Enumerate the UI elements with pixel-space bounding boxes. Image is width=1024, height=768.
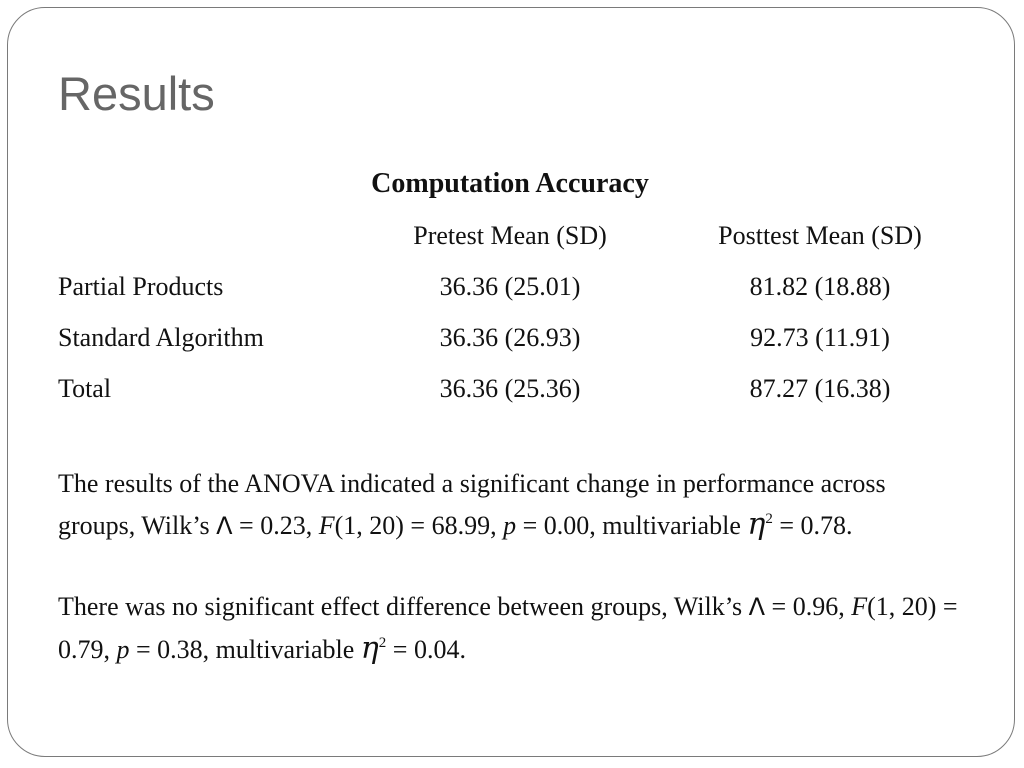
group-effect-intro: There was no significant effect difference between groups, Wilk’s	[58, 592, 749, 621]
lambda-symbol: Λ	[216, 512, 233, 540]
eta-value: = 0.04.	[386, 635, 466, 664]
anova-result-intro: The results of the ANOVA indicated a significant change in performance across groups, Wilk’s	[58, 469, 886, 540]
f-value: (1, 20) = 0.79,	[58, 592, 958, 664]
eta-symbol: η	[747, 507, 766, 542]
column-header-pretest: Pretest Mean (SD)	[413, 221, 607, 250]
eta-exponent: 2	[378, 635, 387, 651]
f-symbol: F	[318, 511, 335, 540]
eta-symbol: η	[360, 631, 379, 666]
p-value: = 0.00, multivariable	[516, 511, 748, 540]
p-symbol: p	[116, 635, 130, 664]
f-value: (1, 20) = 68.99,	[334, 511, 504, 540]
row-label-standard-algorithm: Standard Algorithm	[58, 323, 264, 352]
p-symbol: p	[503, 511, 517, 540]
anova-result-paragraph	[58, 463, 958, 547]
cell-standard-algorithm-posttest: 92.73 (11.91)	[750, 323, 890, 352]
group-effect-paragraph	[58, 586, 958, 670]
eta-exponent: 2	[765, 511, 773, 527]
f-symbol: F	[851, 592, 868, 621]
lambda-value: = 0.96,	[765, 592, 852, 621]
cell-total-posttest: 87.27 (16.38)	[749, 374, 891, 403]
cell-standard-algorithm-pretest: 36.36 (26.93)	[439, 323, 581, 352]
cell-partial-products-posttest: 81.82 (18.88)	[749, 272, 891, 301]
lambda-symbol: Λ	[748, 593, 766, 621]
column-header-posttest: Posttest Mean (SD)	[718, 221, 922, 250]
row-label-total: Total	[58, 374, 112, 403]
p-value: = 0.38, multivariable	[129, 635, 361, 664]
cell-total-pretest: 36.36 (25.36)	[439, 374, 581, 403]
cell-partial-products-pretest: 36.36 (25.01)	[439, 272, 581, 301]
lambda-value: = 0.23,	[232, 511, 319, 540]
table-title: Computation Accuracy	[371, 168, 649, 199]
slide-title: Results	[58, 67, 215, 120]
row-label-partial-products: Partial Products	[58, 272, 224, 301]
eta-value: = 0.78.	[772, 511, 853, 540]
